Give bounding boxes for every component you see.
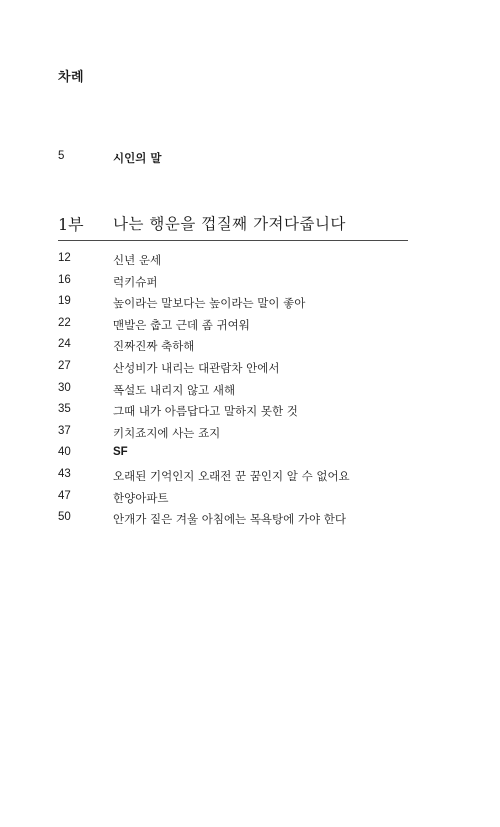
toc-item-title: 럭키슈퍼 (113, 274, 158, 289)
toc-heading: 차례 (58, 70, 85, 85)
toc-item-page: 35 (58, 403, 71, 416)
toc-item[interactable] (58, 252, 418, 274)
preface-page-number: 5 (58, 150, 65, 162)
preface-entry[interactable] (58, 150, 418, 168)
toc-item[interactable] (58, 295, 418, 317)
toc-item[interactable] (58, 468, 418, 490)
toc-item[interactable] (58, 382, 418, 404)
toc-item-title: SF (113, 446, 128, 459)
toc-list (58, 252, 418, 533)
toc-item-page: 24 (58, 338, 71, 351)
toc-item-title: 키치죠지에 사는 죠지 (113, 425, 221, 440)
toc-item-page: 22 (58, 316, 71, 329)
toc-item[interactable] (58, 446, 418, 468)
toc-item-page: 37 (58, 424, 71, 437)
toc-item[interactable] (58, 490, 418, 512)
toc-item[interactable] (58, 511, 418, 533)
toc-item-title: 높이라는 말보다는 높이라는 말이 좋아 (113, 296, 306, 311)
toc-item-title: 오래된 기억인지 오래전 꾼 꿈인지 알 수 없어요 (113, 468, 350, 483)
part-1-header (58, 212, 408, 241)
toc-item[interactable] (58, 360, 418, 382)
toc-item-page: 19 (58, 295, 71, 308)
toc-item-title: 한양아파트 (113, 490, 169, 505)
part-1-number: 1부 (58, 215, 84, 234)
toc-item-page: 47 (58, 489, 71, 502)
toc-item-title: 진짜진짜 축하해 (113, 339, 195, 354)
toc-item[interactable] (58, 317, 418, 339)
preface-title: 시인의 말 (113, 151, 162, 165)
toc-item-title: 그때 내가 아름답다고 말하지 못한 것 (113, 404, 298, 419)
toc-item[interactable] (58, 338, 418, 360)
toc-item-title: 신년 운세 (113, 253, 162, 267)
toc-item[interactable] (58, 425, 418, 447)
toc-item-page: 40 (58, 446, 71, 459)
toc-item[interactable] (58, 274, 418, 296)
toc-item-title: 폭설도 내리지 않고 새해 (113, 382, 236, 397)
toc-item-page: 50 (58, 511, 71, 524)
toc-item-title: 안개가 짙은 겨울 아침에는 목욕탕에 가야 한다 (113, 512, 347, 527)
toc-item-page: 12 (58, 252, 71, 264)
toc-item-page: 43 (58, 467, 71, 480)
part-1-title: 나는 행운을 껍질째 가져다줍니다 (113, 215, 346, 233)
toc-item-title: 맨발은 춥고 근데 좀 귀여워 (113, 317, 250, 332)
toc-item[interactable] (58, 403, 418, 425)
toc-item-page: 30 (58, 381, 71, 394)
toc-item-page: 16 (58, 273, 71, 286)
toc-item-page: 27 (58, 359, 71, 372)
toc-item-title: 산성비가 내리는 대관람차 안에서 (113, 360, 280, 375)
